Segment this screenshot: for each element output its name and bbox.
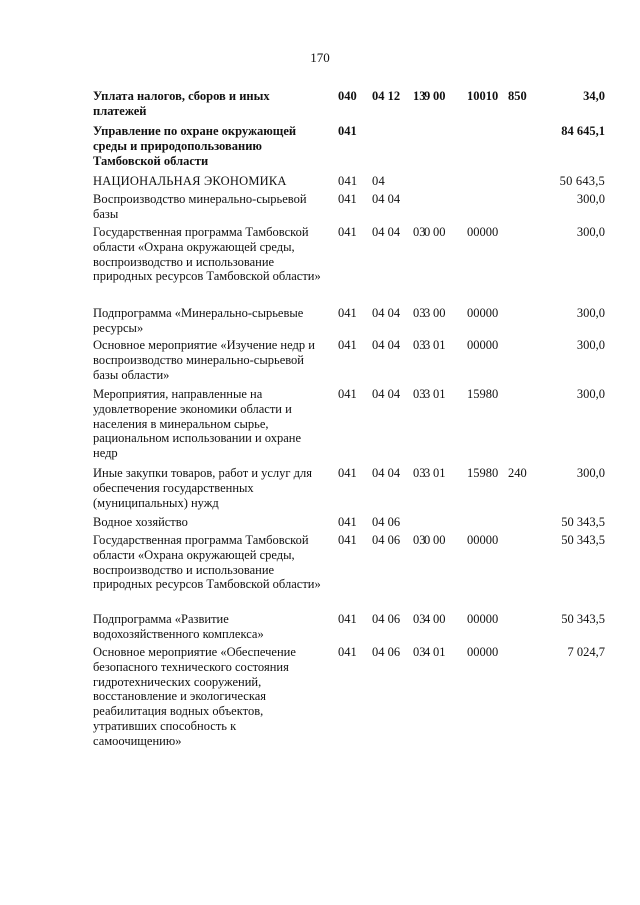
row-expense-type: 240 — [508, 466, 527, 480]
row-subprogram: 9 — [424, 89, 431, 103]
row-program: 03 — [413, 533, 426, 547]
row-name: Иные закупки товаров, работ и услуг для обеспечения государственных (муниципальных) нужд — [93, 466, 313, 510]
row-section: 04 06 — [372, 645, 401, 659]
row-subprogram: 3 — [424, 466, 431, 480]
row-direction: 10010 — [467, 89, 499, 103]
row-event: 00 — [433, 306, 446, 320]
row-name: Мероприятия, направленные на удовлетворение экономики области и населения в минеральном сырье, рациональном использовании и охране недр — [93, 387, 302, 461]
row-ministry: 041 — [338, 192, 357, 206]
row-ministry: 041 — [338, 612, 357, 626]
row-ministry: 040 — [338, 89, 357, 103]
row-ministry: 041 — [338, 645, 357, 659]
row-program: 03 — [413, 387, 426, 401]
row-direction: 00000 — [467, 225, 499, 239]
row-program: 03 — [413, 225, 426, 239]
row-event: 00 — [433, 89, 446, 103]
row-subprogram: 3 — [424, 338, 431, 352]
row-section: 04 04 — [372, 225, 401, 239]
row-section: 04 04 — [372, 338, 401, 352]
row-subprogram: 0 — [424, 533, 431, 547]
row-amount: 7 024,7 — [567, 645, 605, 659]
row-direction: 15980 — [467, 387, 499, 401]
row-amount: 34,0 — [583, 89, 605, 103]
row-name: Государственная программа Тамбовской области «Охрана окружающей среды, воспроизводство и использование природных ресурсов Тамбовской области» — [93, 225, 321, 284]
row-event: 00 — [433, 225, 446, 239]
row-amount: 50 343,5 — [561, 612, 605, 626]
row-name: НАЦИОНАЛЬНАЯ ЭКОНОМИКА — [93, 174, 287, 188]
row-direction: 00000 — [467, 533, 499, 547]
row-amount: 84 645,1 — [561, 124, 605, 138]
row-name: Уплата налогов, сборов и иных платежей — [93, 89, 270, 118]
row-event: 01 — [433, 466, 446, 480]
row-ministry: 041 — [338, 466, 357, 480]
row-amount: 300,0 — [576, 306, 605, 320]
row-amount: 50 343,5 — [561, 533, 605, 547]
row-name: Основное мероприятие «Изучение недр и воспроизводство минерально-сырьевой базы области» — [93, 338, 315, 382]
row-direction: 00000 — [467, 306, 499, 320]
row-name: Подпрограмма «Развитие водохозяйственного комплекса» — [93, 612, 264, 641]
row-ministry: 041 — [338, 124, 357, 138]
row-amount: 300,0 — [576, 338, 605, 352]
row-name: Воспроизводство минерально-сырьевой базы — [93, 192, 307, 221]
row-subprogram: 3 — [424, 306, 431, 320]
row-amount: 300,0 — [576, 192, 605, 206]
row-direction: 15980 — [467, 466, 499, 480]
row-expense-type: 850 — [508, 89, 527, 103]
row-subprogram: 4 — [424, 612, 431, 626]
row-name: Основное мероприятие «Обеспечение безопасного технического состояния гидротехнических сооружений, восстановление и экологическая реабилитация водных объектов, утративших способность к самоочищению» — [93, 645, 296, 748]
row-section: 04 06 — [372, 515, 401, 529]
row-program: 03 — [413, 338, 426, 352]
row-section: 04 06 — [372, 612, 401, 626]
row-ministry: 041 — [338, 533, 357, 547]
row-subprogram: 4 — [424, 645, 431, 659]
row-program: 13 — [413, 89, 426, 103]
row-section: 04 06 — [372, 533, 401, 547]
row-ministry: 041 — [338, 225, 357, 239]
row-direction: 00000 — [467, 645, 499, 659]
row-name: Водное хозяйство — [93, 515, 188, 529]
row-event: 01 — [433, 338, 446, 352]
row-subprogram: 0 — [424, 225, 431, 239]
row-section: 04 — [372, 174, 385, 188]
row-ministry: 041 — [338, 338, 357, 352]
row-event: 00 — [433, 533, 446, 547]
row-section: 04 04 — [372, 466, 401, 480]
row-event: 01 — [433, 645, 446, 659]
row-amount: 50 643,5 — [559, 174, 605, 188]
row-program: 03 — [413, 466, 426, 480]
row-event: 00 — [433, 612, 446, 626]
row-section: 04 12 — [372, 89, 401, 103]
row-ministry: 041 — [338, 387, 357, 401]
row-event: 01 — [433, 387, 446, 401]
row-program: 03 — [413, 645, 426, 659]
row-subprogram: 3 — [424, 387, 431, 401]
row-section: 04 04 — [372, 306, 401, 320]
page-number: 170 — [310, 50, 330, 65]
row-name: Управление по охране окружающей среды и природопользованию Тамбовской области — [93, 124, 297, 168]
row-direction: 00000 — [467, 338, 499, 352]
row-name: Государственная программа Тамбовской области «Охрана окружающей среды, воспроизводство и использование природных ресурсов Тамбовской области» — [93, 533, 321, 592]
row-ministry: 041 — [338, 174, 358, 188]
row-program: 03 — [413, 612, 426, 626]
row-program: 03 — [413, 306, 426, 320]
row-amount: 300,0 — [576, 466, 605, 480]
row-amount: 300,0 — [576, 225, 605, 239]
row-amount: 300,0 — [576, 387, 605, 401]
row-ministry: 041 — [338, 515, 357, 529]
row-section: 04 04 — [372, 192, 401, 206]
row-name: Подпрограмма «Минерально-сырьевые ресурсы» — [93, 306, 304, 335]
row-ministry: 041 — [338, 306, 357, 320]
row-section: 04 04 — [372, 387, 401, 401]
row-direction: 00000 — [467, 612, 499, 626]
row-amount: 50 343,5 — [561, 515, 605, 529]
